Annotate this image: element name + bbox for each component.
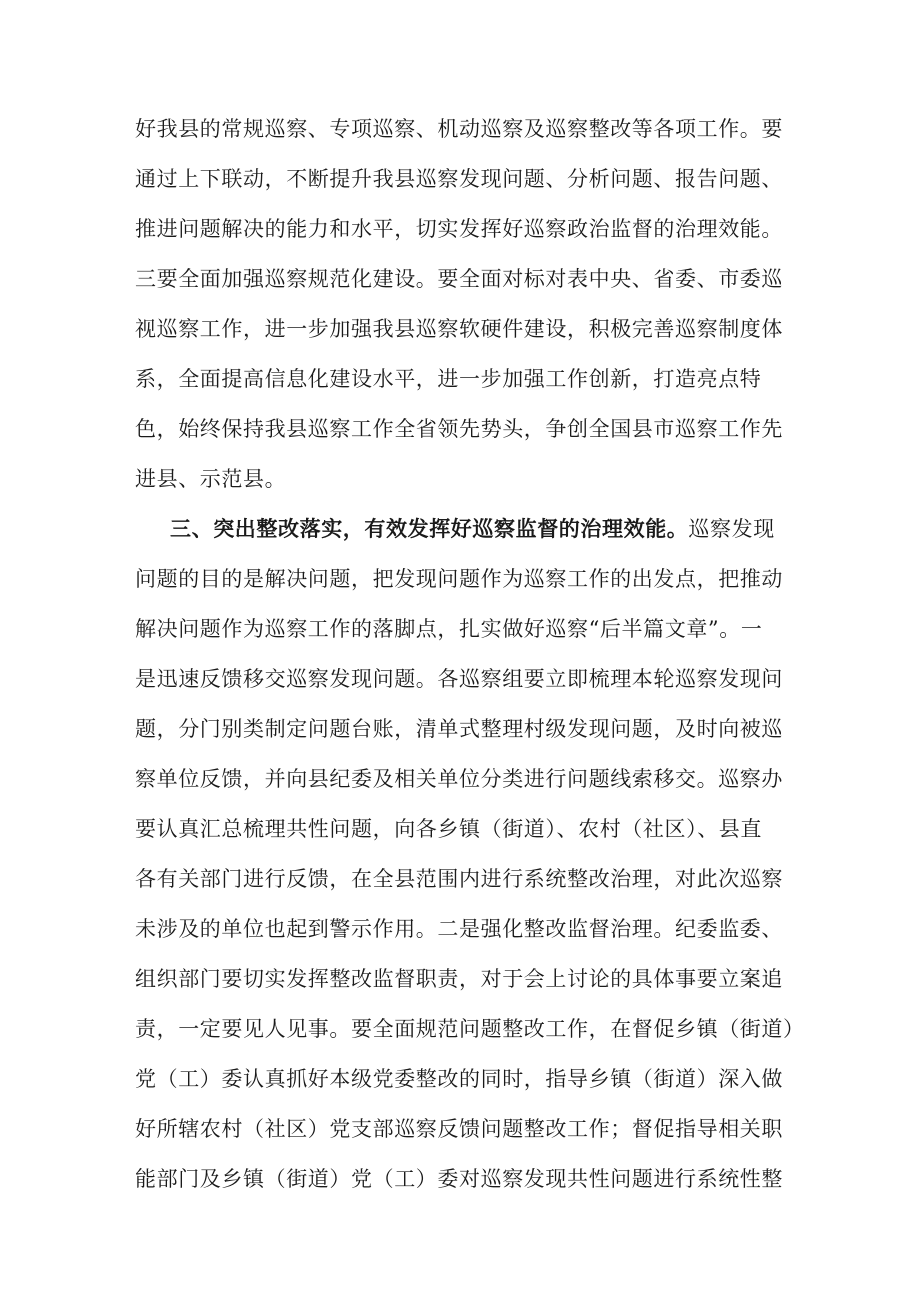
paragraph-1-line: 三要全面加强巡察规范化建设。要全面对标对表中央、省委、市委巡 (135, 267, 783, 291)
paragraph-2-line: 察单位反馈，并向县纪委及相关单位分类进行问题线索移交。巡察办 (135, 767, 783, 791)
paragraph-1-line: 进县、示范县。 (135, 467, 287, 491)
paragraph-1-line: 色，始终保持我县巡察工作全省领先势头，争创全国县市巡察工作先 (135, 417, 783, 441)
paragraph-2-line: 好所辖农村（社区）党支部巡察反馈问题整改工作；督促指导相关职 (135, 1117, 783, 1141)
paragraph-1-line: 视巡察工作，进一步加强我县巡察软硬件建设，积极完善巡察制度体 (135, 317, 783, 341)
paragraph-1-line: 推进问题解决的能力和水平，切实发挥好巡察政治监督的治理效能。 (135, 217, 783, 241)
section-heading: 三、突出整改落实，有效发挥好巡察监督的治理效能。 (170, 516, 689, 541)
paragraph-2-line: 各有关部门进行反馈，在全县范围内进行系统整改治理，对此次巡察 (135, 867, 783, 891)
paragraph-2-first-line (170, 514, 775, 544)
paragraph-2-line: 是迅速反馈移交巡察发现问题。各巡察组要立即梳理本轮巡察发现问 (135, 667, 783, 691)
paragraph-2-line: 责，一定要见人见事。要全面规范问题整改工作，在督促乡镇（街道） (135, 1017, 805, 1041)
paragraph-2-line: 未涉及的单位也起到警示作用。二是强化整改监督治理。纪委监委、 (135, 917, 783, 941)
paragraph-2-line: 能部门及乡镇（街道）党（工）委对巡察发现共性问题进行系统性整 (135, 1167, 783, 1191)
paragraph-2-line: 解决问题作为巡察工作的落脚点，扎实做好巡察“后半篇文章”。一 (135, 617, 763, 641)
paragraph-2-line: 组织部门要切实发挥整改监督职责，对于会上讨论的具体事要立案追 (135, 967, 783, 991)
paragraph-2-line: 要认真汇总梳理共性问题，向各乡镇（街道）、农村（社区）、县直 (135, 817, 762, 841)
paragraph-1-line: 系，全面提高信息化建设水平，进一步加强工作创新，打造亮点特 (135, 367, 762, 391)
paragraph-2-line: 问题的目的是解决问题，把发现问题作为巡察工作的出发点，把推动 (135, 567, 783, 591)
paragraph-1-line: 好我县的常规巡察、专项巡察、机动巡察及巡察整改等各项工作。要 (135, 117, 783, 141)
paragraph-2-line: 党（工）委认真抓好本级党委整改的同时，指导乡镇（街道）深入做 (135, 1067, 783, 1091)
paragraph-2-line: 题，分门别类制定问题台账，清单式整理村级发现问题，及时向被巡 (135, 717, 783, 741)
paragraph-1-line: 通过上下联动，不断提升我县巡察发现问题、分析问题、报告问题、 (135, 167, 783, 191)
heading-continuation: 巡察发现 (688, 517, 775, 541)
